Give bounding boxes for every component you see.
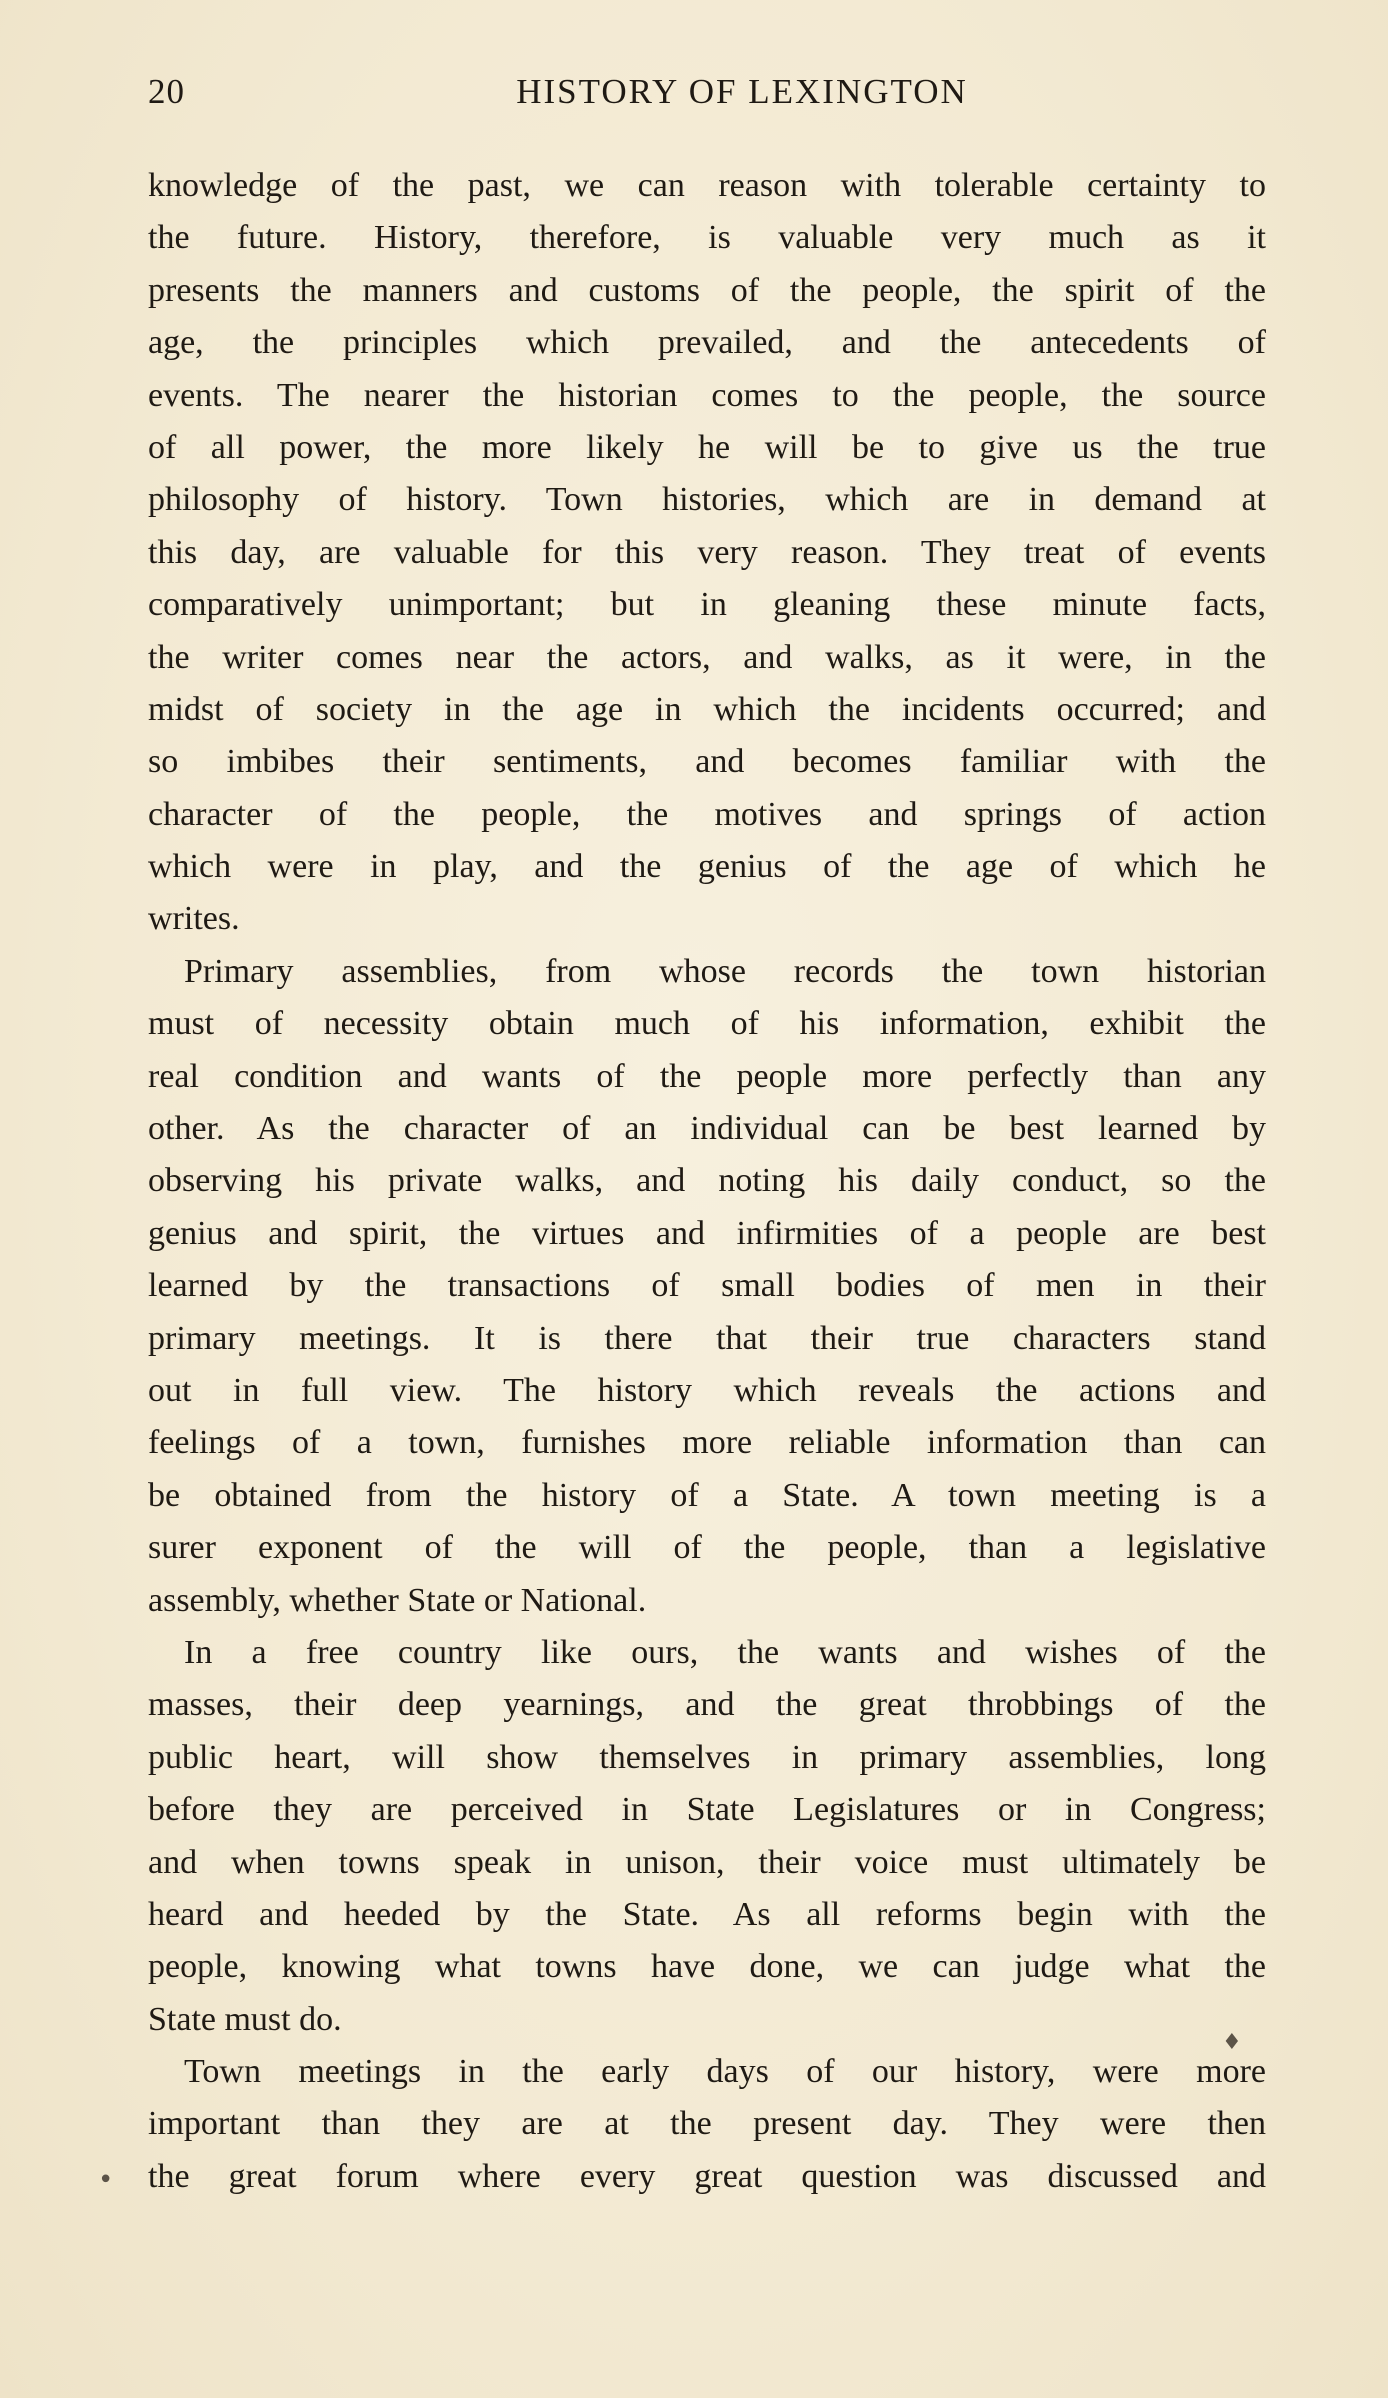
text-line: observing his private walks, and noting his daily conduct, so the [148,1162,1266,1200]
body-text [148,160,1266,2203]
page-header [148,72,1266,120]
stray-mark-icon: ♦ [1222,2030,1242,2055]
text-line: philosophy of history. Town histories, which are in demand at [148,481,1266,519]
text-line: writes. [148,900,240,938]
text-line: masses, their deep yearnings, and the great throbbings of the [148,1686,1266,1724]
text-line: comparatively unimportant; but in gleaning these minute facts, [148,586,1266,624]
text-line: this day, are valuable for this very reason. They treat of events [148,533,1266,571]
text-line: assembly, whether State or National. [148,1581,647,1619]
running-head: HISTORY OF LEXINGTON [516,72,968,111]
text-line: feelings of a town, furnishes more reliable information than can [148,1424,1266,1462]
text-line: age, the principles which prevailed, and the antecedents of [148,324,1266,362]
text-line: be obtained from the history of a State. A town meeting is a [148,1476,1266,1514]
text-line: out in full view. The history which reveals the actions and [148,1371,1266,1409]
text-line: knowledge of the past, we can reason with tolerable certainty to [148,167,1266,204]
text-line: other. As the character of an individual can be best learned by [148,1110,1266,1148]
text-line: primary meetings. It is there that their true characters stand [148,1319,1266,1357]
text-line: the great forum where every great question was discussed and [148,2157,1266,2195]
text-line: the future. History, therefore, is valuable very much as it [148,219,1266,257]
text-line: surer exponent of the will of the people, than a legislative [148,1529,1266,1567]
text-line: State must do. [148,2000,342,2038]
text-line: heard and heeded by the State. As all reforms begin with the [148,1895,1266,1933]
text-line: must of necessity obtain much of his information, exhibit the [148,1005,1266,1043]
paragraph-first-line: In a free country like ours, the wants and wishes of the [184,1633,1266,1671]
text-line: and when towns speak in unison, their voice must ultimately be [148,1843,1266,1881]
paragraph-first-line: Primary assemblies, from whose records the town historian [184,952,1266,990]
text-line: character of the people, the motives and springs of action [148,795,1266,833]
text-line: events. The nearer the historian comes to the people, the source [148,376,1266,414]
text-line: genius and spirit, the virtues and infirmities of a people are best [148,1214,1266,1252]
text-line: real condition and wants of the people more perfectly than any [148,1057,1266,1095]
text-line: learned by the transactions of small bodies of men in their [148,1267,1266,1305]
text-line: midst of society in the age in which the incidents occurred; and [148,690,1266,728]
text-line: so imbibes their sentiments, and becomes familiar with the [148,743,1266,781]
paragraph-first-line: Town meetings in the early days of our history, were more [184,2053,1266,2091]
text-line: public heart, will show themselves in primary assemblies, long [148,1738,1266,1776]
text-line: before they are perceived in State Legislatures or in Congress; [148,1791,1266,1829]
text-line: of all power, the more likely he will be to give us the true [148,428,1266,466]
text-line: important than they are at the present day. They were then [148,2105,1266,2143]
text-line: presents the manners and customs of the people, the spirit of the [148,271,1266,309]
text-line: people, knowing what towns have done, we can judge what the [148,1948,1266,1986]
text-line: which were in play, and the genius of the age of which he [148,848,1266,886]
page-number: 20 [148,72,185,111]
text-line: the writer comes near the actors, and walks, as it were, in the [148,638,1266,676]
stray-dot-icon: • [98,2165,114,2195]
